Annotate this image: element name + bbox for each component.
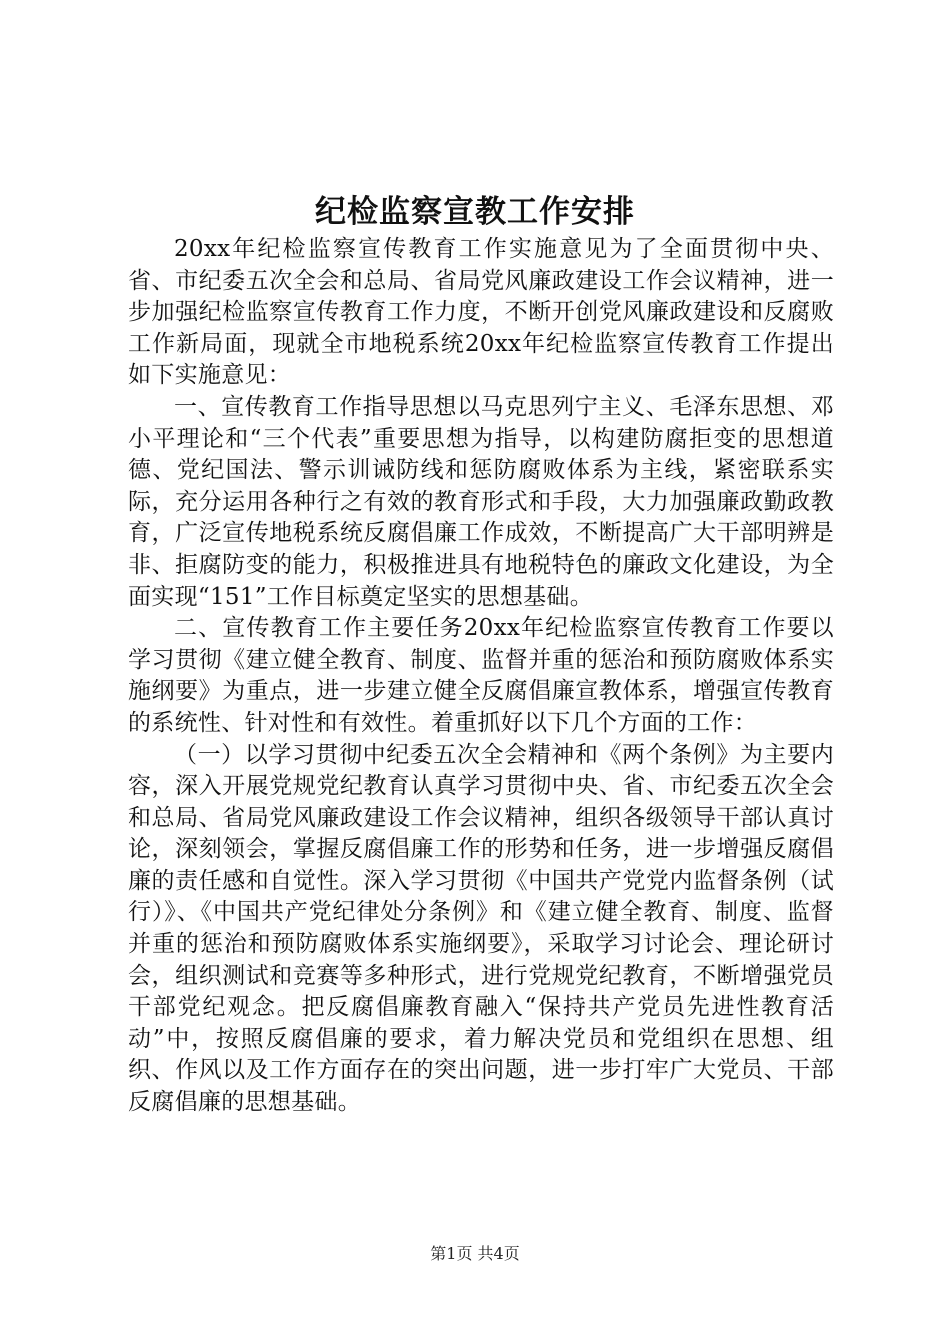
subsection-one-paragraph: （一）以学习贯彻中纪委五次全会精神和《两个条例》为主要内容，深入开展党规党纪教育认真学习贯彻中央、省、市纪委五次全会和总局、省局党风廉政建设工作会议精神，组织各级领导干部认真讨论，深刻领会，掌握反腐倡廉工作的形势和任务，进一步增强反腐倡廉的责任感和自觉性。深入学习贯彻《中国共产党党内监督条例（试行）》、《中国共产党纪律处分条例》和《建立健全教育、制度、监督并重的惩治和预防腐败体系实施纲要》，采取学习讨论会、理论研讨会，组织测试和竞赛等多种形式，进行党规党纪教育，不断增强党员干部党纪观念。把反腐倡廉教育融入“保持共产党员先进性教育活动”中，按照反腐倡廉的要求，着力解决党员和党组织在思想、组织、作风以及工作方面存在的突出问题，进一步打牢广大党员、干部反腐倡廉的思想基础。	[128, 741, 834, 1116]
page-number-footer: 第1页 共4页	[430, 1244, 520, 1263]
intro-paragraph: 20xx年纪检监察宣传教育工作实施意见为了全面贯彻中央、省、市纪委五次全会和总局、省局党风廉政建设工作会议精神，进一步加强纪检监察宣传教育工作力度，不断开创党风廉政建设和反腐败工作新局面，现就全市地税系统20xx年纪检监察宣传教育工作提出如下实施意见：	[128, 236, 834, 389]
document-title: 纪检监察宣教工作安排	[315, 194, 635, 230]
section-two-paragraph: 二、宣传教育工作主要任务20xx年纪检监察宣传教育工作要以学习贯彻《建立健全教育、制度、监督并重的惩治和预防腐败体系实施纲要》为重点，进一步建立健全反腐倡廉宣教体系，增强宣传教育的系统性、针对性和有效性。着重抓好以下几个方面的工作：	[128, 615, 834, 736]
section-one-paragraph: 一、宣传教育工作指导思想以马克思列宁主义、毛泽东思想、邓小平理论和“三个代表”重要思想为指导，以构建防腐拒变的思想道德、党纪国法、警示训诫防线和惩防腐败体系为主线，紧密联系实际，充分运用各种行之有效的教育形式和手段，大力加强廉政勤政教育，广泛宣传地税系统反腐倡廉工作成效，不断提高广大干部明辨是非、拒腐防变的能力，积极推进具有地税特色的廉政文化建设，为全面实现“151”工作目标奠定坚实的思想基础。	[128, 393, 834, 610]
document-body	[128, 234, 834, 1119]
